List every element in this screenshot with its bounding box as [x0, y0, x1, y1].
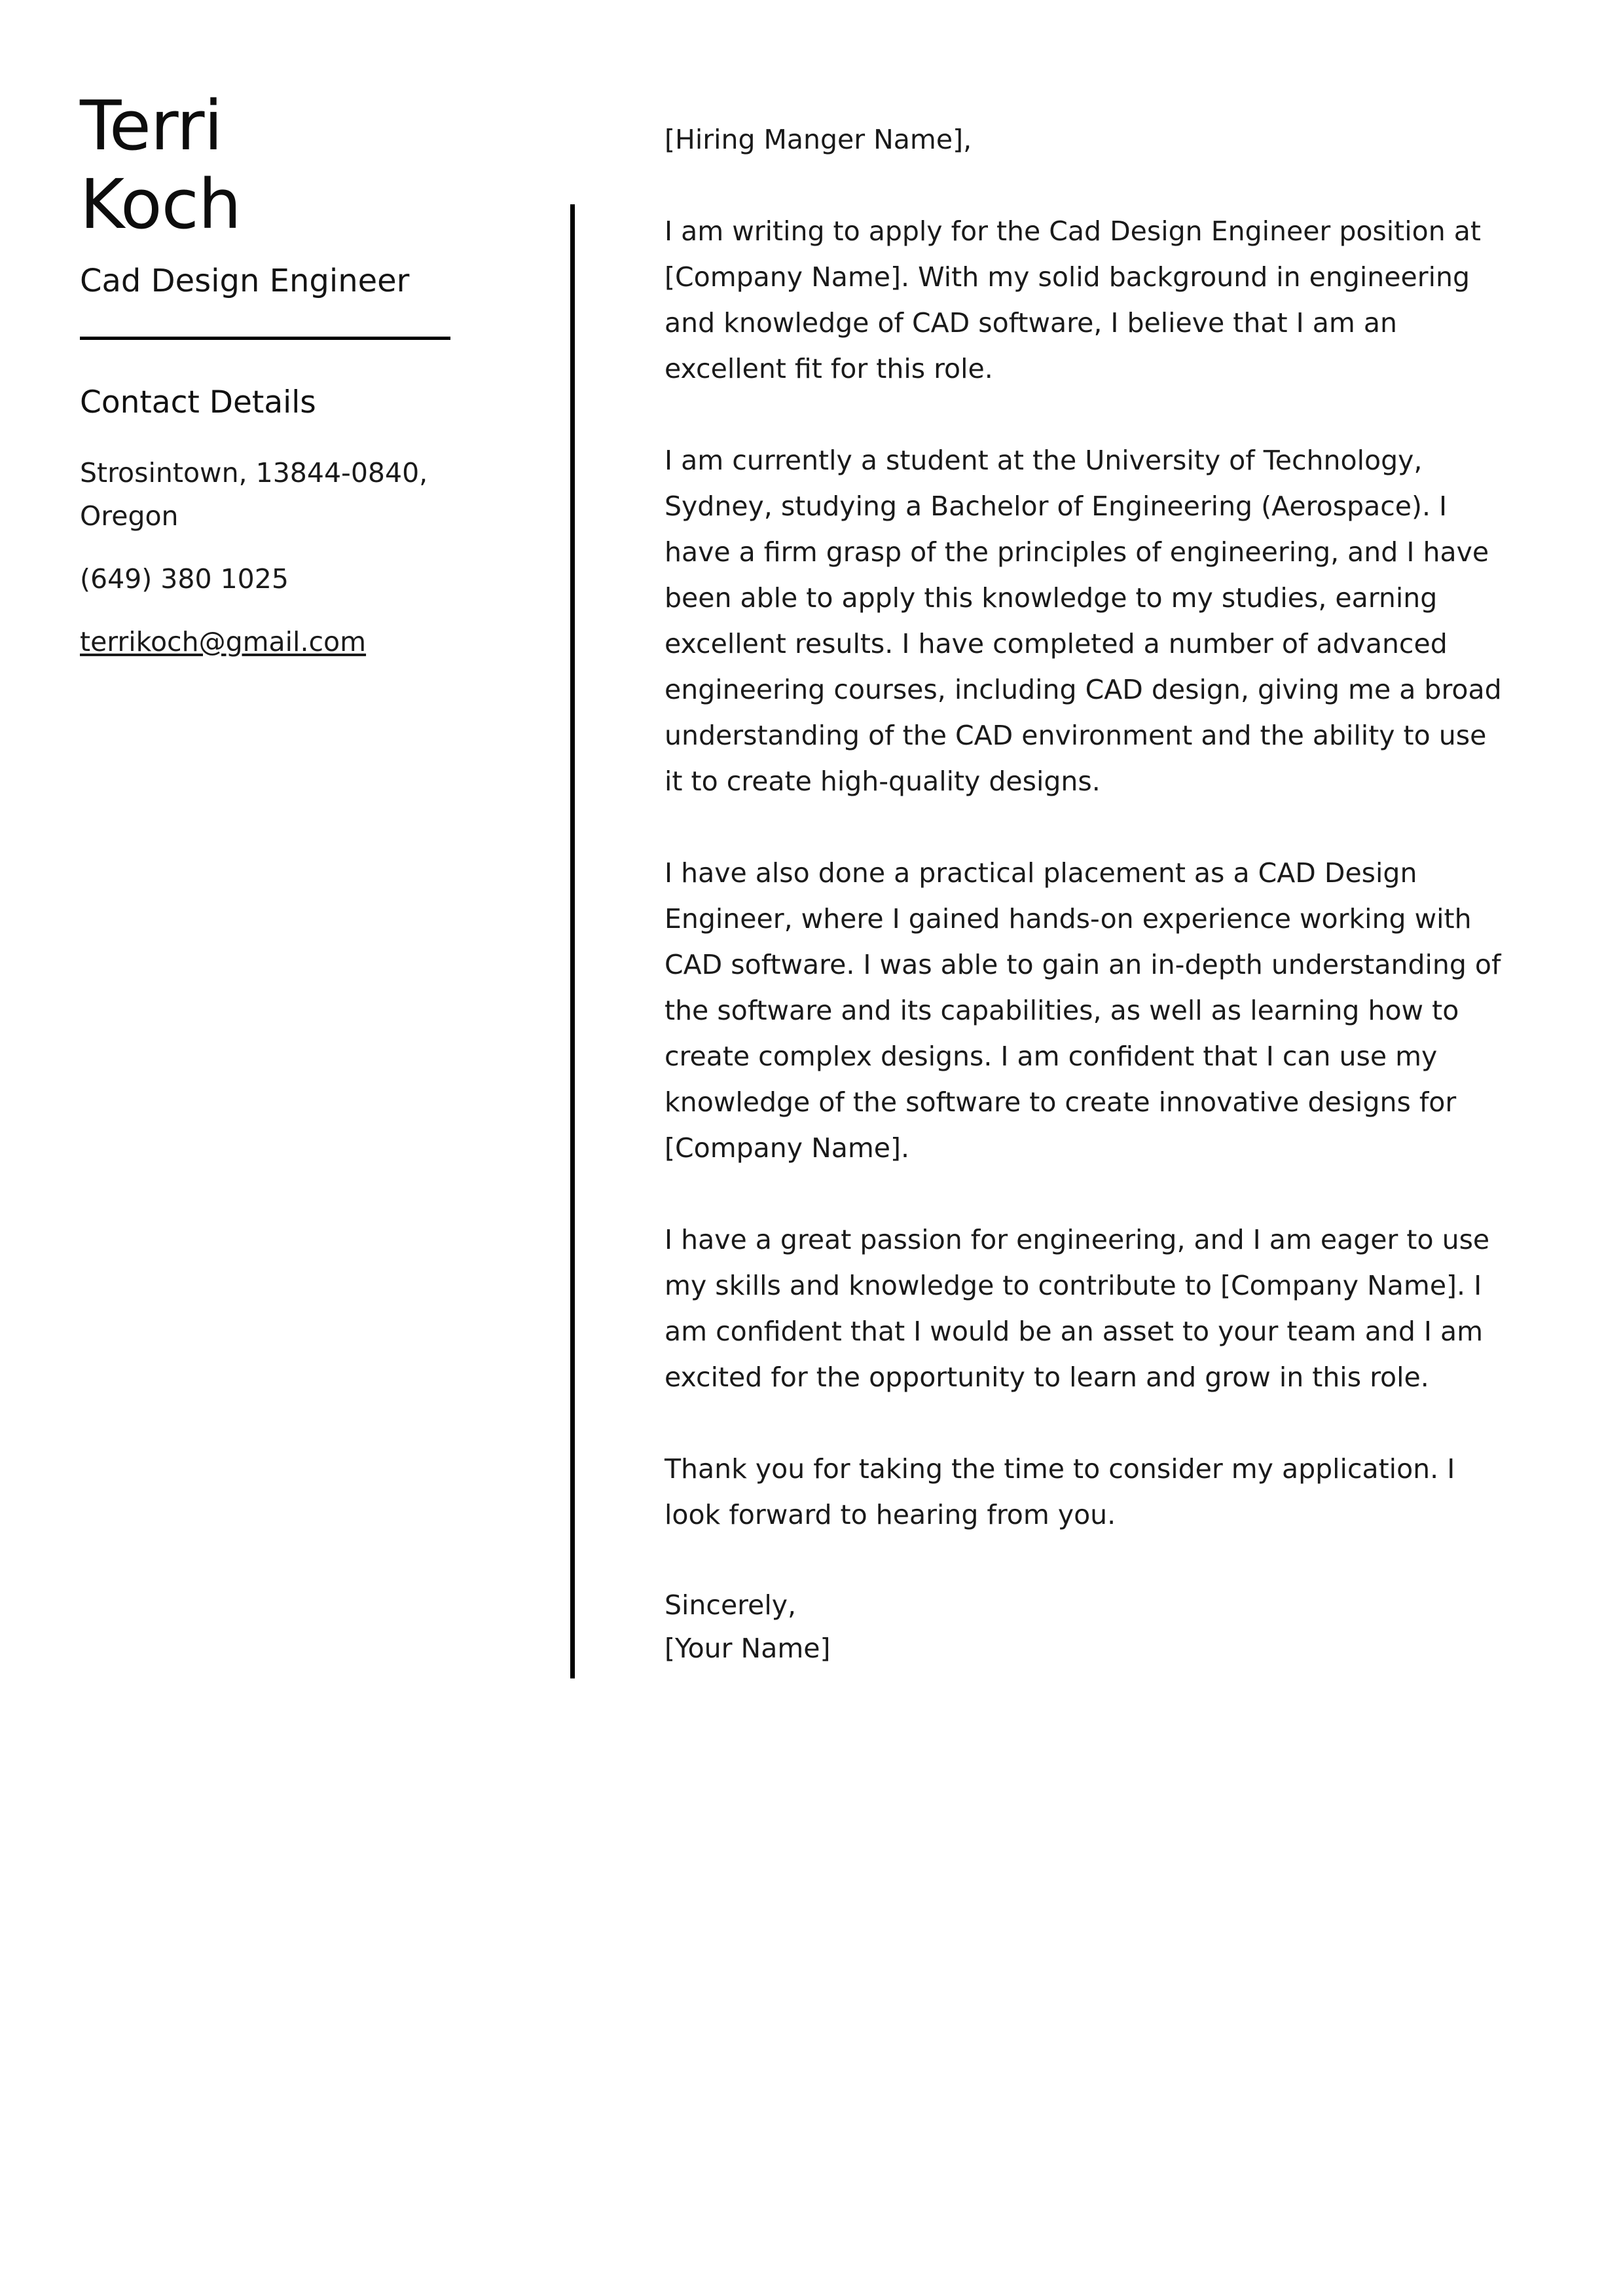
letter-paragraph: I have also done a practical placement as a CAD Design Engineer, where I gained hands-on experience working with CAD software. I was able to gain an in-depth understanding of the software and its capabilities, as well as learning how to create complex designs. I am confident that I can use my knowledge of the software to create innovative designs for [Company Name].	[665, 857, 1501, 1164]
letter-salutation: [Hiring Manger Name],	[665, 124, 972, 155]
contact-email-link[interactable]: terrikoch@gmail.com	[80, 626, 367, 657]
contact-details-list	[80, 451, 499, 663]
contact-phone[interactable]: (649) 380 1025	[80, 563, 289, 595]
letter-signature-name: [Your Name]	[665, 1633, 831, 1664]
contact-details-heading: Contact Details	[80, 384, 316, 420]
header-divider-rule	[80, 337, 450, 340]
candidate-last-name: Koch	[80, 164, 241, 244]
candidate-first-name: Terri	[80, 86, 223, 166]
letter-closing: Sincerely,	[665, 1589, 797, 1621]
letter-paragraph: I am writing to apply for the Cad Design Engineer position at [Company Name]. With my solid background in engineering and knowledge of CAD software, I believe that I am an excellent fit for this role.	[665, 215, 1481, 384]
letter-paragraph: Thank you for taking the time to consider my application. I look forward to hearing from you.	[665, 1453, 1455, 1530]
letter-body	[665, 117, 1509, 1670]
letter-paragraph: I am currently a student at the University of Technology, Sydney, studying a Bachelor of Engineering (Aerospace). I have a firm grasp of the principles of engineering, and I have been able to apply this knowledge to my studies, earning excellent results. I have completed a number of advanced engineering courses, including CAD design, giving me a broad understanding of the CAD environment and the ability to use it to create high-quality designs.	[665, 445, 1502, 797]
candidate-job-title: Cad Design Engineer	[80, 263, 410, 299]
letter-closing-block	[665, 1583, 1509, 1670]
candidate-name	[80, 86, 499, 244]
contact-email-row	[80, 620, 447, 663]
sidebar	[80, 86, 499, 663]
contact-address: Strosintown, 13844-0840, Oregon	[80, 457, 428, 532]
vertical-divider	[570, 204, 575, 1678]
letter-paragraph: I have a great passion for engineering, and I am eager to use my skills and knowledge to contribute to [Company Name]. I am confident that I would be an asset to your team and I am excited for the opportunity to learn and grow in this role.	[665, 1224, 1490, 1393]
